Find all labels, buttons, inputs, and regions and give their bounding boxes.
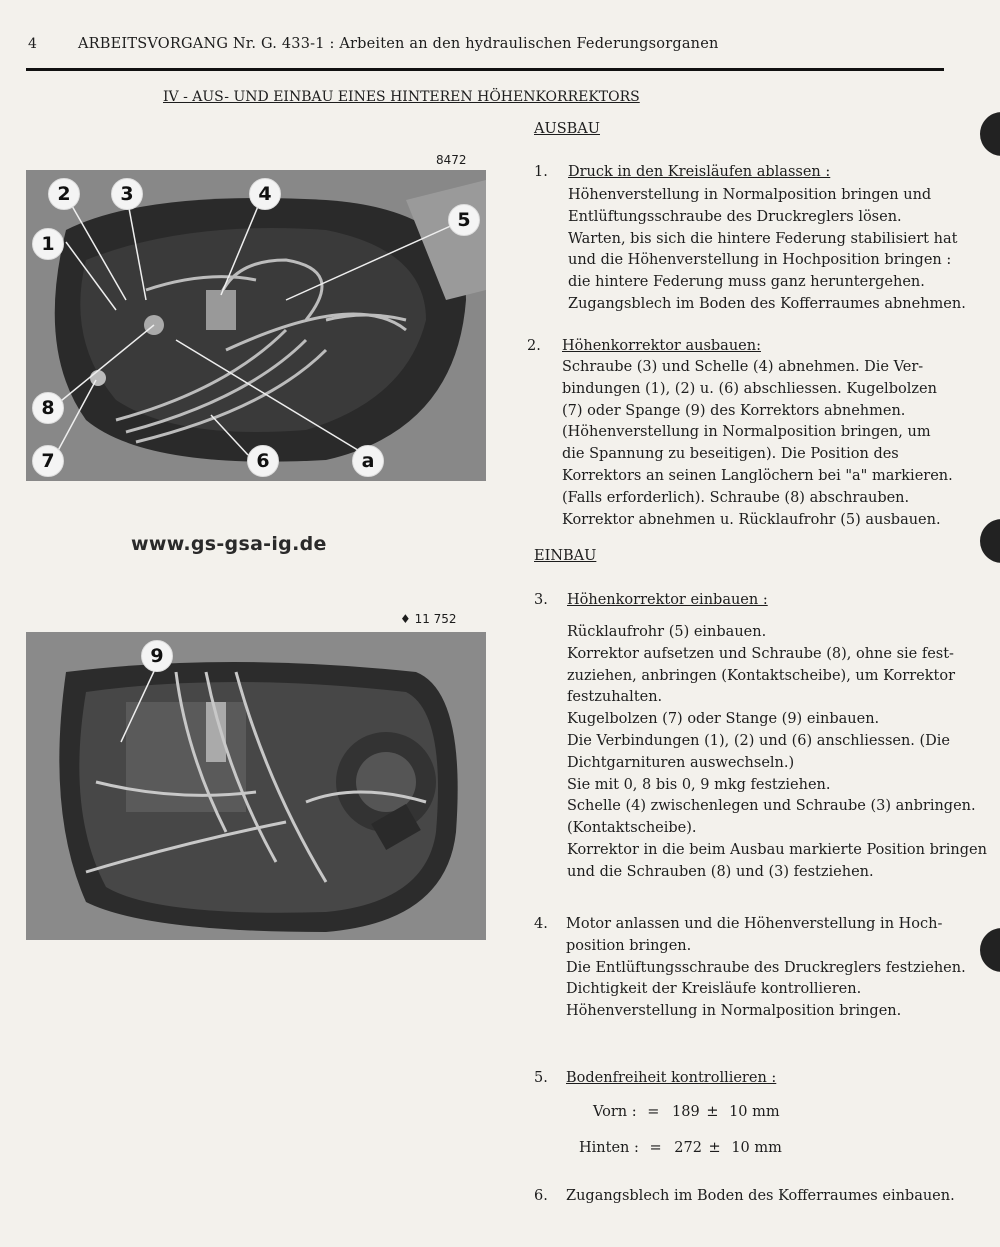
section-title: IV - AUS- UND EINBAU EINES HINTEREN HÖHENKORREKTORS: [163, 89, 640, 105]
step-body: Höhenverstellung in Normalposition bringen und Entlüftungsschraube des Druckreglers lösen. Warten, bis sich die hintere Federung stabilisiert hat und die Höhenverstellung in Hochposition bringen : die hintere Federung muss ganz heruntergehen. Zugangsblech im Boden des Kofferraumes abnehmen.: [568, 187, 966, 312]
step-number: 5.: [534, 1070, 548, 1086]
einbau-heading: EINBAU: [534, 548, 597, 564]
step-number: 2.: [527, 338, 541, 354]
step-title: Höhenkorrektor ausbauen:: [562, 338, 761, 354]
header-rule: [26, 68, 944, 71]
step-body: Motor anlassen und die Höhenverstellung in Hoch- position bringen. Die Entlüftungsschraube des Druckreglers festziehen. Dichtigkeit der Kreisläufe kontrollieren. Höhenverstellung in Normalposition bringen.: [566, 916, 966, 1020]
step-number: 4.: [534, 916, 548, 932]
callout-1: 1: [32, 228, 64, 260]
step-body: Rücklaufrohr (5) einbauen. Korrektor aufsetzen und Schraube (8), ohne sie fest- zuziehen, anbringen (Kontaktscheibe), um Korrektor festzuhalten. Kugelbolzen (7) oder Stange (9) einbauen. Die Verbindungen (1), (2) und (6) anschliessen. (Die Dichtgarnituren auswechseln.) Sie mit 0, 8 bis 0, 9 mkg festziehen. Schelle (4) zwischenlegen und Schraube (3) anbringen. (Kontaktscheibe). Korrektor in die beim Ausbau markierte Position bringen und die Schrauben (8) und (3) festziehen.: [567, 624, 987, 880]
step-number: 3.: [534, 592, 548, 608]
photo-reference-number: ♦ 11 752: [400, 612, 457, 626]
binder-hole: [980, 112, 1000, 156]
photo-reference-number: 8472: [436, 153, 467, 167]
ausbau-heading: AUSBAU: [534, 121, 600, 137]
tolerance-rear: Hinten : = 272 ± 10 mm: [579, 1140, 782, 1156]
photo-rear-corrector-removal: [26, 170, 486, 481]
step-number: 6.: [534, 1188, 548, 1204]
page-number: 4: [28, 36, 37, 52]
header-title: ARBEITSVORGANG Nr. G. 433-1 : Arbeiten an den hydraulischen Federungsorganen: [78, 36, 719, 52]
binder-hole: [980, 519, 1000, 563]
step-title: Bodenfreiheit kontrollieren :: [566, 1070, 777, 1086]
tolerance-front: Vorn : = 189 ± 10 mm: [593, 1104, 780, 1120]
binder-hole: [980, 928, 1000, 972]
step-title: Druck in den Kreisläufen ablassen :: [568, 164, 831, 180]
callout-8: 8: [32, 392, 64, 424]
callout-7: 7: [32, 445, 64, 477]
photo-rear-corrector-installation: [26, 632, 486, 940]
callout-a: a: [352, 445, 384, 477]
callout-6: 6: [247, 445, 279, 477]
step-number: 1.: [534, 164, 548, 180]
callout-4: 4: [249, 178, 281, 210]
step-body: Zugangsblech im Boden des Kofferraumes einbauen.: [566, 1188, 955, 1204]
callout-2: 2: [48, 178, 80, 210]
website-url: www.gs-gsa-ig.de: [131, 533, 327, 555]
callout-9: 9: [141, 640, 173, 672]
step-body: Schraube (3) und Schelle (4) abnehmen. Die Ver- bindungen (1), (2) u. (6) abschliessen. Kugelbolzen (7) oder Spange (9) des Korrektors abnehmen. (Höhenverstellung in Normalposition bringen, um die Spannung zu beseitigen). Die Position des Korrektors an seinen Langlöchern bei "a" markieren. (Falls erforderlich). Schraube (8) abschrauben. Korrektor abnehmen u. Rücklaufrohr (5) ausbauen.: [562, 359, 953, 528]
step-title: Höhenkorrektor einbauen :: [567, 592, 768, 608]
callout-5: 5: [448, 204, 480, 236]
callout-3: 3: [111, 178, 143, 210]
